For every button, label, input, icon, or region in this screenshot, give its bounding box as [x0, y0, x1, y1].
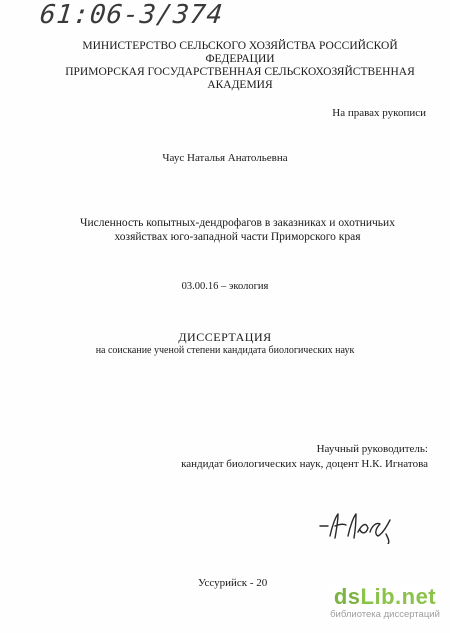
dissertation-title: [40, 216, 435, 244]
dslib-tagline: библиотека диссертаций: [330, 609, 440, 620]
dslib-logo: [330, 585, 440, 609]
degree-description: на соискание ученой степени кандидата биологических наук: [95, 345, 355, 356]
dslib-watermark[interactable]: [330, 585, 440, 621]
title-line-2: хозяйствах юго-западной части Приморского края: [114, 231, 361, 243]
supervisor-name: кандидат биологических наук, доцент Н.К. Игнатова: [181, 458, 428, 470]
ministry-line-1: МИНИСТЕРСТВО СЕЛЬСКОГО ХОЗЯЙСТВА РОССИЙСКОЙ ФЕДЕРАЦИИ: [82, 40, 398, 65]
handwritten-signature: [318, 508, 398, 544]
specialty-code: 03.00.16 – экология: [181, 281, 269, 292]
author-name: Чаус Наталья Анатольевна: [162, 152, 288, 164]
manuscript-rights-note: На правах рукописи: [332, 107, 426, 119]
dslib-logo-suffix: Lib.net: [360, 584, 437, 609]
ministry-line-2: ПРИМОРСКАЯ ГОСУДАРСТВЕННАЯ СЕЛЬСКОХОЗЯЙСТВЕННАЯ: [65, 66, 415, 78]
supervisor-label: Научный руководитель:: [316, 443, 428, 455]
dslib-logo-prefix: ds: [333, 584, 361, 609]
title-line-1: Численность копытных-дендрофагов в заказниках и охотничьих: [80, 217, 395, 229]
document-type: ДИССЕРТАЦИЯ: [178, 330, 272, 344]
archive-number: 61:06-3/374: [38, 0, 225, 30]
ministry-line-3: АКАДЕМИЯ: [207, 79, 273, 91]
supervisor-block: [181, 442, 428, 472]
ministry-header: [50, 40, 430, 92]
city-year: Уссурийск - 20: [198, 577, 268, 589]
